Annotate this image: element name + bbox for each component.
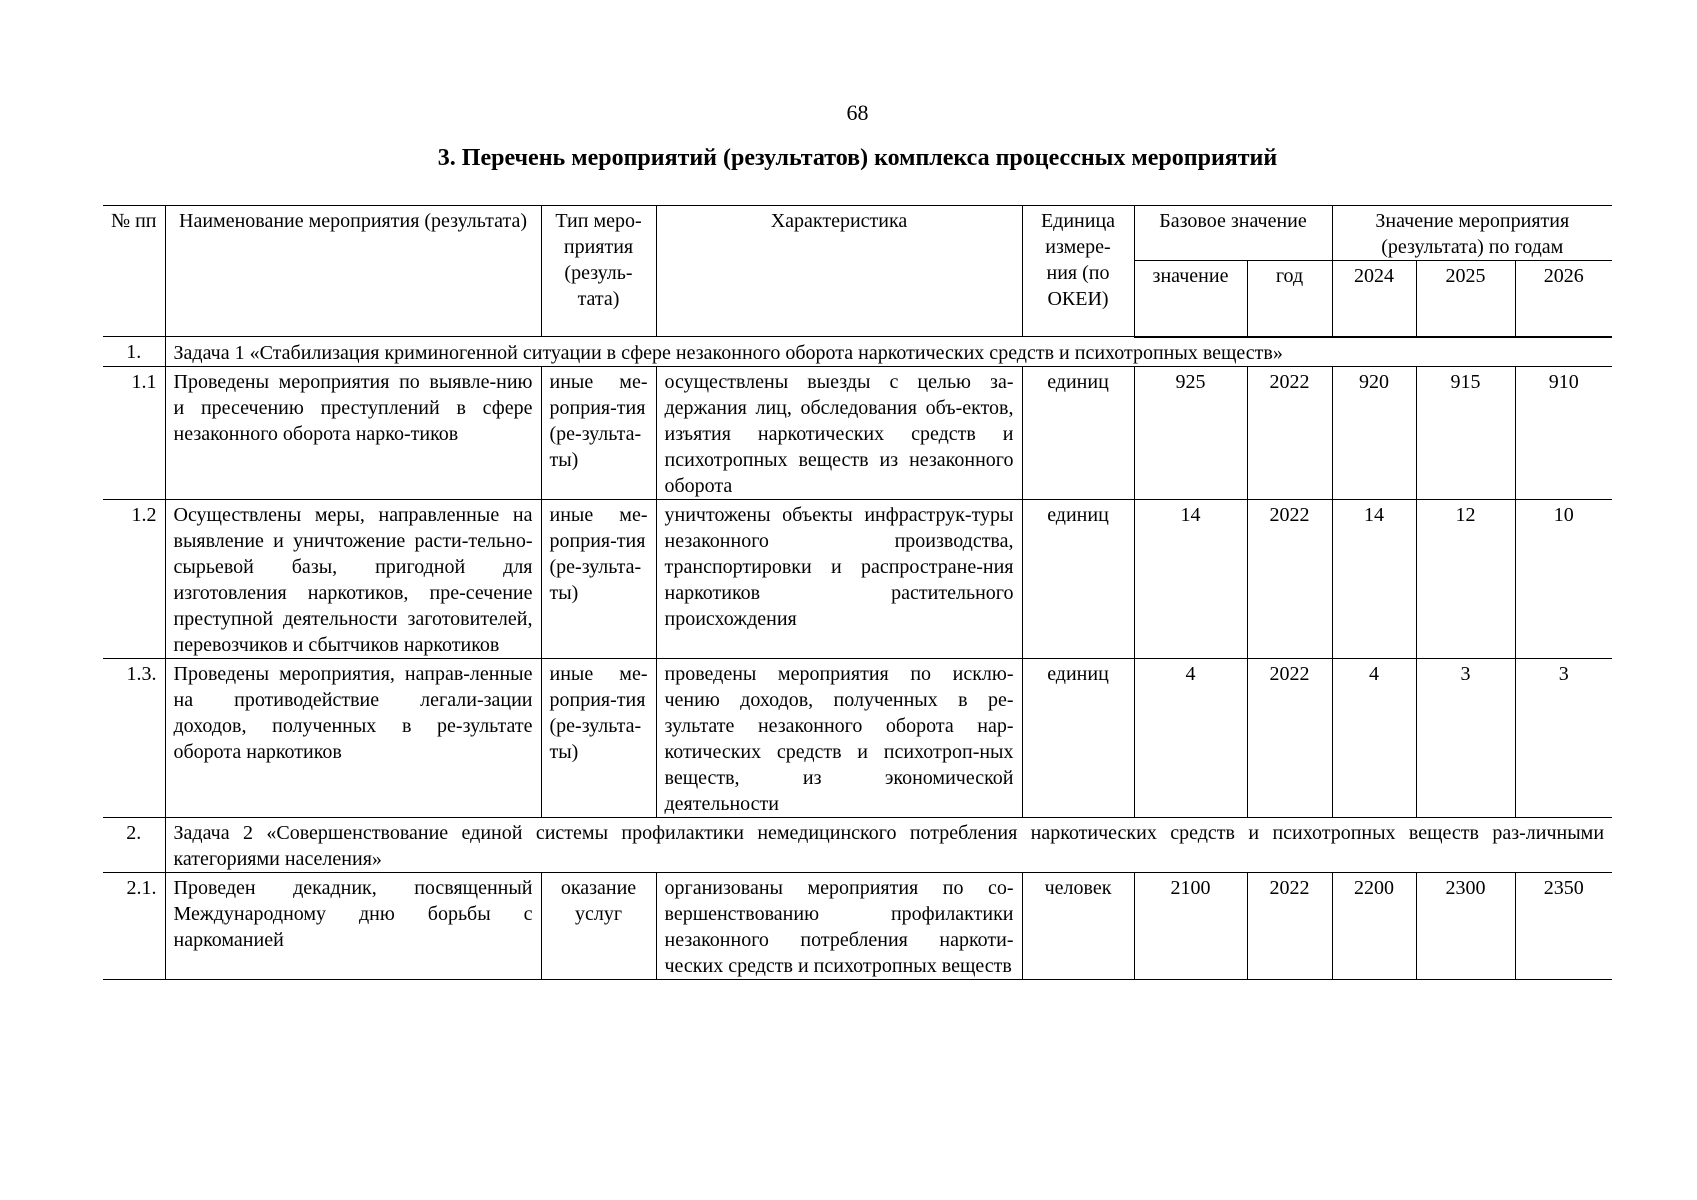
row-value-2026: 910: [1515, 366, 1612, 499]
header-base-value: значение: [1134, 261, 1247, 337]
task-text: Задача 1 «Стабилизация криминогенной ситуации в сфере незаконного оборота наркотических средств и психотропных веществ»: [165, 337, 1612, 367]
header-base: Базовое значение: [1134, 206, 1332, 261]
header-num: № пп: [103, 206, 165, 337]
table-row: [103, 872, 1612, 979]
task-num: 1.: [103, 337, 165, 367]
header-2024: 2024: [1332, 261, 1416, 337]
row-value-2026: 3: [1515, 658, 1612, 817]
row-value-2024: 4: [1332, 658, 1416, 817]
row-characteristic: организованы мероприятия по со-вершенствованию профилактики незаконного потребления наркоти-ческих средств и психотропных веществ: [656, 872, 1022, 979]
row-value-2024: 2200: [1332, 872, 1416, 979]
table-row: [103, 499, 1612, 658]
measures-table: [103, 205, 1612, 980]
row-value-2026: 10: [1515, 499, 1612, 658]
row-type: иные ме-роприя-тия (ре-зульта-ты): [541, 366, 656, 499]
row-value-2025: 2300: [1416, 872, 1515, 979]
row-base-value: 4: [1134, 658, 1247, 817]
row-base-value: 2100: [1134, 872, 1247, 979]
row-base-value: 14: [1134, 499, 1247, 658]
header-characteristic: Характеристика: [656, 206, 1022, 337]
row-base-year: 2022: [1247, 658, 1332, 817]
task-text: Задача 2 «Совершенствование единой системы профилактики немедицинского потребления наркотических средств и психотропных веществ раз-личными категориями населения»: [165, 817, 1612, 872]
row-characteristic: проведены мероприятия по исклю-чению доходов, полученных в ре-зультате незаконного оборота нар-котических средств и психотроп-ных веществ, из экономической деятельности: [656, 658, 1022, 817]
row-base-year: 2022: [1247, 872, 1332, 979]
row-base-value: 925: [1134, 366, 1247, 499]
task-row: [103, 337, 1612, 367]
row-name: Проведены мероприятия, направ-ленные на противодействие легали-зации доходов, полученных в ре-зультате оборота наркотиков: [165, 658, 541, 817]
page-number: 68: [846, 100, 869, 125]
row-num: 1.1: [103, 366, 165, 499]
row-base-year: 2022: [1247, 366, 1332, 499]
row-name: Проведен декадник, посвященный Международному дню борьбы с наркоманией: [165, 872, 541, 979]
table-row: [103, 366, 1612, 499]
row-type: оказание услуг: [541, 872, 656, 979]
row-type: иные ме-роприя-тия (ре-зульта-ты): [541, 658, 656, 817]
row-name: Проведены мероприятия по выявле-нию и пресечению преступлений в сфере незаконного оборота нарко-тиков: [165, 366, 541, 499]
header-values-by-year: Значение мероприятия (результата) по годам: [1332, 206, 1612, 261]
document-title: 3. Перечень мероприятий (результатов) комплекса процессных мероприятий: [437, 145, 1278, 171]
header-2025: 2025: [1416, 261, 1515, 337]
header-type: Тип меро-приятия (резуль-тата): [541, 206, 656, 337]
row-type: иные ме-роприя-тия (ре-зульта-ты): [541, 499, 656, 658]
row-name: Осуществлены меры, направленные на выявление и уничтожение расти-тельно-сырьевой базы, пригодной для изготовления наркотиков, пре-сечение преступной деятельности заготовителей, перевозчиков и сбытчиков наркотиков: [165, 499, 541, 658]
row-num: 1.3.: [103, 658, 165, 817]
row-value-2026: 2350: [1515, 872, 1612, 979]
row-unit: единиц: [1022, 366, 1134, 499]
row-value-2025: 915: [1416, 366, 1515, 499]
table-row: [103, 658, 1612, 817]
row-num: 1.2: [103, 499, 165, 658]
row-value-2024: 14: [1332, 499, 1416, 658]
header-name: Наименование мероприятия (результата): [165, 206, 541, 337]
header-unit: Единица измере-ния (по ОКЕИ): [1022, 206, 1134, 337]
row-unit: единиц: [1022, 499, 1134, 658]
row-base-year: 2022: [1247, 499, 1332, 658]
header-base-year: год: [1247, 261, 1332, 337]
row-unit: единиц: [1022, 658, 1134, 817]
row-characteristic: осуществлены выезды с целью за-держания лиц, обследования объ-ектов, изъятия наркотических средств и психотропных веществ из незаконного оборота: [656, 366, 1022, 499]
task-row: [103, 817, 1612, 872]
task-num: 2.: [103, 817, 165, 872]
row-value-2025: 12: [1416, 499, 1515, 658]
row-characteristic: уничтожены объекты инфраструк-туры незаконного производства, транспортировки и распростране-ния наркотиков растительного происхождения: [656, 499, 1022, 658]
row-unit: человек: [1022, 872, 1134, 979]
header-2026: 2026: [1515, 261, 1612, 337]
row-num: 2.1.: [103, 872, 165, 979]
row-value-2025: 3: [1416, 658, 1515, 817]
row-value-2024: 920: [1332, 366, 1416, 499]
